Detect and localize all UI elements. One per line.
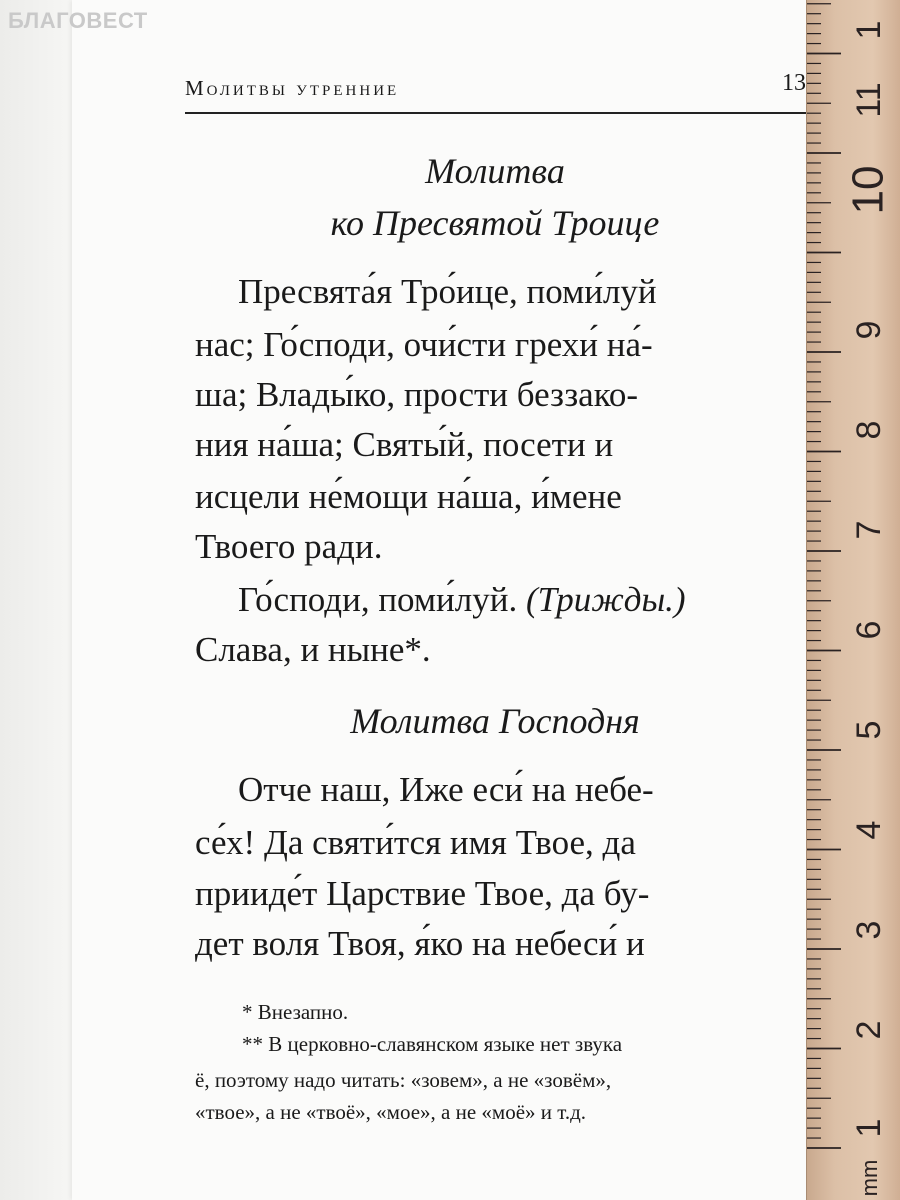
ruler-label: 1 xyxy=(849,1118,888,1138)
prayer-line-text: Го́споди, поми́луй. xyxy=(238,580,526,619)
watermark-logo: БЛАГОВЕСТ xyxy=(8,8,148,33)
prayer-line-lord-have-mercy xyxy=(238,580,686,620)
rubric-thrice: (Трижды.) xyxy=(525,580,686,619)
prayer-line: Отче наш, Иже еси́ на небе- xyxy=(238,770,654,809)
prayer-subtitle: ко Пресвятой Троице xyxy=(330,203,660,243)
ruler-label: 9 xyxy=(849,320,888,340)
ruler-label: 2 xyxy=(849,1020,888,1040)
ruler-label: 8 xyxy=(849,420,888,440)
prayer-line: исцели не́мощи на́ша, и́мене xyxy=(195,477,622,516)
prayer-line: прииде́т Царствие Твое, да бу- xyxy=(195,874,650,913)
prayer-title: Молитва xyxy=(425,151,565,191)
footnote: ё, поэтому надо читать: «зовем», а не «зовём», xyxy=(195,1068,612,1092)
ruler-label: 7 xyxy=(849,520,888,540)
prayer-line: ния на́ша; Святы́й, посети и xyxy=(195,425,614,464)
ruler-label: mm xyxy=(856,1159,882,1197)
header-rule xyxy=(185,112,810,114)
prayer-line: Твоего ради. xyxy=(195,527,383,566)
ruler-label: 10 xyxy=(843,165,893,215)
prayer-line: ша; Влады́ко, прости беззако- xyxy=(195,375,639,414)
prayer-line: Пресвята́я Тро́ице, поми́луй xyxy=(238,272,657,311)
ruler-label: 11 xyxy=(849,82,888,118)
measuring-ruler xyxy=(806,0,900,1200)
ruler-label: 5 xyxy=(849,720,888,740)
page-number: 13 xyxy=(782,70,806,96)
prayer-title-lords-prayer: Молитва Господня xyxy=(350,701,640,741)
ruler-scale xyxy=(807,0,900,1200)
footnote: * Внезапно. xyxy=(242,1000,349,1024)
ruler-label: 6 xyxy=(849,620,888,640)
ruler-label: 3 xyxy=(849,920,888,940)
ruler-label: 4 xyxy=(849,820,888,840)
footnote: «твое», а не «твоё», «мое», а не «моё» и т.д. xyxy=(195,1100,587,1124)
prayer-line: се́х! Да святи́тся имя Твое, да xyxy=(195,823,636,862)
prayer-line: дет воля Твоя, я́ко на небеси́ и xyxy=(195,924,645,963)
footnote: ** В церковно-славянском языке нет звука xyxy=(242,1032,623,1056)
prayer-line: нас; Го́споди, очи́сти грехи́ на́- xyxy=(195,325,653,364)
ruler-label: 1 xyxy=(849,20,888,40)
adjacent-page-edge xyxy=(0,0,72,1200)
glory-line: Слава, и ныне*. xyxy=(195,630,431,669)
running-head: Молитвы утренние xyxy=(185,76,400,100)
